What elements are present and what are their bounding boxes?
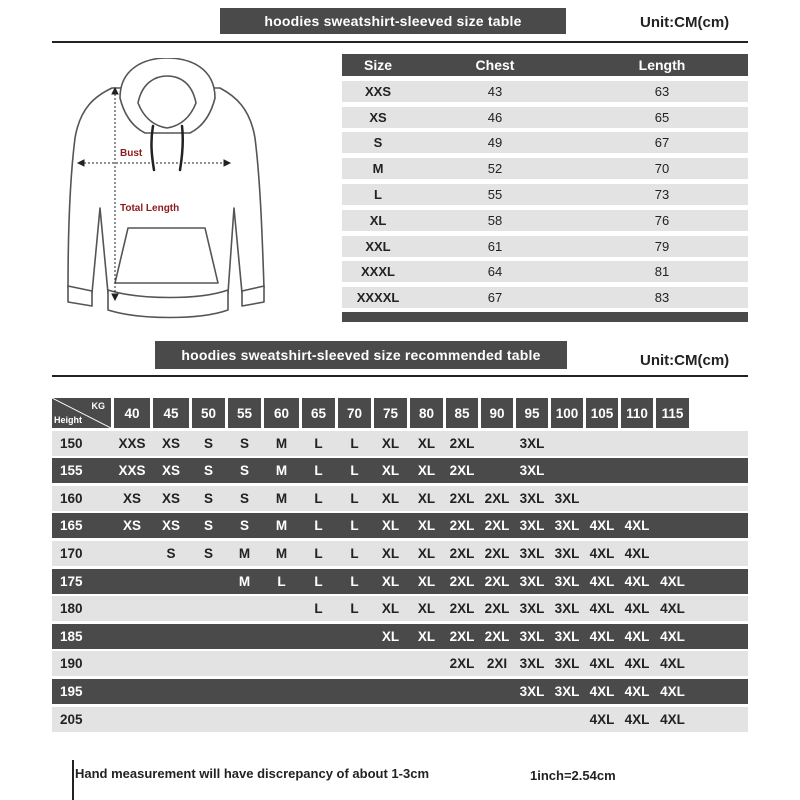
recommended-size-cell: 3XL	[554, 656, 580, 672]
kg-label: KG	[91, 401, 105, 411]
recommended-size-cell: 4XL	[589, 518, 615, 534]
weight-header-cell: 50	[192, 398, 225, 428]
size-table-row	[342, 287, 748, 308]
chest-header: Chest	[475, 57, 515, 73]
chest-cell: 46	[487, 109, 503, 125]
recommended-size-cell: 3XL	[519, 435, 545, 451]
weight-header-cell: 90	[481, 398, 513, 428]
recommended-size-cell: L	[314, 435, 323, 451]
recommended-size-cell: 3XL	[554, 518, 580, 534]
hoodie-outline-image	[50, 58, 290, 328]
length-cell: 65	[654, 109, 670, 125]
recommended-size-cell: 4XL	[589, 601, 615, 617]
height-row	[52, 541, 748, 566]
recommended-size-cell: XL	[381, 573, 400, 589]
height-row	[52, 513, 748, 538]
recommended-size-cell: 3XL	[554, 573, 580, 589]
recommended-size-cell: 2XL	[449, 463, 475, 479]
recommended-size-cell: XS	[161, 435, 180, 451]
recommended-size-cell: 3XL	[519, 601, 545, 617]
recommended-size-cell: S	[239, 490, 249, 506]
recommended-size-cell: M	[275, 545, 288, 561]
height-cell: 165	[60, 518, 83, 534]
recommended-size-cell: 4XL	[660, 573, 685, 589]
recommended-size-cell: XL	[417, 601, 436, 617]
height-row	[52, 486, 748, 511]
recommended-size-cell: 3XL	[519, 683, 545, 699]
height-cell: 180	[60, 601, 83, 617]
weight-header-cell: 95	[516, 398, 548, 428]
chest-cell: 64	[487, 264, 503, 280]
recommended-size-cell: XS	[122, 490, 141, 506]
size-table-row	[342, 107, 748, 128]
height-cell: 155	[60, 463, 83, 479]
recommended-size-cell: S	[203, 463, 213, 479]
recommended-size-cell: L	[314, 490, 323, 506]
recommended-size-cell: M	[275, 435, 288, 451]
recommended-size-cell: XXS	[118, 435, 146, 451]
recommended-size-cell: 2XL	[449, 490, 475, 506]
size-table-row	[342, 210, 748, 231]
recommended-size-cell: 4XL	[624, 545, 650, 561]
recommended-size-cell: S	[239, 518, 249, 534]
length-cell: 81	[654, 264, 670, 280]
recommended-size-cell: L	[314, 463, 323, 479]
recommended-size-cell: L	[314, 518, 323, 534]
recommended-size-cell: 2XL	[484, 490, 510, 506]
recommended-size-cell: 4XL	[660, 601, 685, 617]
recommended-size-cell: L	[350, 490, 359, 506]
recommended-size-cell: 3XL	[519, 545, 545, 561]
size-table-row	[342, 132, 748, 153]
recommended-size-cell: 3XL	[554, 683, 580, 699]
height-row	[52, 707, 748, 732]
recommended-size-cell: S	[203, 490, 213, 506]
height-cell: 170	[60, 545, 83, 561]
recommended-size-table	[52, 398, 748, 732]
size-table-row	[342, 81, 748, 102]
recommended-size-cell: M	[275, 463, 288, 479]
length-cell: 76	[654, 212, 670, 228]
length-cell: 73	[654, 186, 670, 202]
recommended-size-cell: 3XL	[519, 463, 545, 479]
height-row	[52, 569, 748, 594]
weight-header-cell: 55	[228, 398, 261, 428]
size-cell: XXXL	[361, 264, 395, 280]
length-cell: 79	[654, 238, 670, 254]
recommended-size-cell: XL	[381, 518, 400, 534]
weight-header-cell: 65	[302, 398, 335, 428]
recommended-size-cell: L	[314, 545, 323, 561]
recommended-size-cell: L	[277, 573, 286, 589]
recommended-size-cell: XL	[417, 435, 436, 451]
chest-cell: 67	[487, 290, 503, 306]
recommended-size-cell: 3XL	[519, 573, 545, 589]
recommended-size-cell: 4XL	[624, 683, 650, 699]
recommended-size-cell: 3XL	[519, 490, 545, 506]
size-table-row	[342, 184, 748, 205]
footer-left-rule	[72, 760, 74, 800]
recommended-size-cell: XXS	[118, 463, 146, 479]
size-table-footer-bar	[342, 312, 748, 322]
recommended-size-cell: 4XL	[624, 518, 650, 534]
recommended-size-cell: XL	[417, 518, 436, 534]
recommended-size-cell: S	[203, 518, 213, 534]
recommended-size-cell: XS	[122, 518, 141, 534]
recommended-size-cell: L	[314, 573, 323, 589]
recommended-size-cell: XL	[417, 490, 436, 506]
length-cell: 70	[654, 161, 670, 177]
chest-cell: 49	[487, 135, 503, 151]
recommended-size-cell: 2XL	[449, 656, 475, 672]
weight-header-cell: 40	[114, 398, 150, 428]
height-cell: 185	[60, 628, 83, 644]
height-cell: 150	[60, 435, 83, 451]
recommended-size-cell: 3XL	[554, 490, 580, 506]
length-cell: 83	[654, 290, 670, 306]
recommended-size-cell: 4XL	[589, 656, 615, 672]
recommended-size-cell: M	[275, 518, 288, 534]
size-table-row	[342, 236, 748, 257]
size-table-row	[342, 158, 748, 179]
recommended-size-cell: 4XL	[589, 683, 615, 699]
recommended-size-cell: XL	[417, 545, 436, 561]
height-cell: 205	[60, 711, 83, 727]
chest-cell: 55	[487, 186, 503, 202]
height-label: Height	[54, 415, 82, 425]
size-table-row	[342, 261, 748, 282]
recommended-size-cell: 2XL	[484, 518, 510, 534]
recommended-size-cell: 4XL	[589, 573, 615, 589]
recommended-size-cell: S	[239, 463, 249, 479]
height-row	[52, 624, 748, 649]
recommended-size-cell: 4XL	[624, 628, 650, 644]
height-cell: 190	[60, 656, 83, 672]
recommended-size-cell: XL	[417, 628, 436, 644]
size-cell: XL	[369, 212, 387, 228]
recommended-size-cell: 4XL	[624, 711, 650, 727]
chest-cell: 58	[487, 212, 503, 228]
recommended-size-cell: S	[203, 435, 213, 451]
recommended-size-cell: 2XL	[449, 628, 475, 644]
recommended-size-cell: L	[350, 601, 359, 617]
recommended-size-cell: 2XL	[449, 518, 475, 534]
weight-header-cell: 100	[551, 398, 583, 428]
recommended-size-cell: S	[203, 545, 213, 561]
recommended-size-cell: 2XL	[449, 545, 475, 561]
recommended-size-cell: XS	[161, 518, 180, 534]
height-kg-corner	[52, 398, 111, 428]
recommended-size-cell: L	[350, 518, 359, 534]
recommended-size-cell: 2XL	[484, 601, 510, 617]
weight-header-cell: 80	[410, 398, 443, 428]
recommended-size-cell: L	[350, 545, 359, 561]
recommended-size-cell: 3XL	[554, 545, 580, 561]
recommended-size-cell: 2XL	[449, 435, 475, 451]
weight-header-row	[52, 398, 748, 428]
size-cell: XXL	[365, 238, 391, 254]
height-cell: 175	[60, 573, 83, 589]
recommended-size-cell: XL	[381, 601, 400, 617]
size-cell: L	[374, 186, 382, 202]
recommended-size-cell: XS	[161, 490, 180, 506]
recommended-size-cell: L	[350, 463, 359, 479]
recommended-size-cell: XL	[381, 545, 400, 561]
total-length-label: Total Length	[120, 203, 180, 214]
recommended-table-unit: Unit:CM(cm)	[640, 352, 730, 369]
recommended-size-cell: XL	[417, 463, 436, 479]
recommended-size-cell: L	[314, 601, 323, 617]
recommended-size-cell: XS	[161, 463, 180, 479]
chest-cell: 61	[487, 238, 503, 254]
length-cell: 63	[654, 83, 670, 99]
weight-header-cell: 60	[264, 398, 299, 428]
recommended-size-cell: M	[275, 490, 288, 506]
recommended-size-cell: 4XL	[624, 601, 650, 617]
bust-label: Bust	[120, 148, 143, 159]
recommended-size-cell: S	[239, 435, 249, 451]
recommended-size-cell: 3XL	[554, 628, 580, 644]
weight-header-cell: 75	[374, 398, 407, 428]
recommended-size-cell: 2XL	[484, 573, 510, 589]
recommended-size-cell: 2XL	[484, 545, 510, 561]
size-cell: XXXXL	[356, 290, 400, 306]
recommended-size-cell: XL	[381, 435, 400, 451]
recommended-size-cell: 3XL	[554, 601, 580, 617]
height-row	[52, 458, 748, 483]
middle-divider	[52, 375, 748, 377]
height-row	[52, 651, 748, 676]
recommended-size-cell: L	[350, 435, 359, 451]
recommended-size-cell: 4XL	[589, 711, 615, 727]
size-cell: M	[372, 161, 384, 177]
recommended-size-cell: 4XL	[660, 683, 685, 699]
measurement-note: Hand measurement will have discrepancy of about 1-3cm	[75, 766, 430, 781]
recommended-size-cell: XL	[381, 490, 400, 506]
size-header: Size	[363, 57, 392, 73]
size-table	[342, 54, 748, 322]
recommended-size-cell: 3XL	[519, 656, 545, 672]
recommended-size-cell: M	[238, 545, 251, 561]
height-row	[52, 596, 748, 621]
chest-cell: 52	[487, 161, 503, 177]
recommended-size-cell: XL	[381, 628, 400, 644]
weight-header-cell: 70	[338, 398, 371, 428]
weight-header-cell: 85	[446, 398, 478, 428]
recommended-table-title: hoodies sweatshirt-sleeved size recommended table	[155, 341, 567, 369]
height-row	[52, 431, 748, 456]
recommended-size-cell: 2XL	[484, 628, 510, 644]
recommended-size-cell: S	[166, 545, 176, 561]
recommended-size-cell: 3XL	[519, 518, 545, 534]
size-table-title: hoodies sweatshirt-sleeved size table	[220, 8, 566, 34]
height-cell: 195	[60, 683, 83, 699]
size-cell: XXS	[364, 83, 391, 99]
recommended-size-cell: 4XL	[660, 628, 685, 644]
weight-header-cell: 110	[621, 398, 653, 428]
height-cell: 160	[60, 490, 83, 506]
recommended-size-cell: 2XL	[449, 573, 475, 589]
recommended-size-cell: 4XL	[624, 656, 650, 672]
recommended-size-cell: 2XI	[486, 656, 508, 672]
recommended-size-cell: 4XL	[660, 711, 685, 727]
recommended-size-cell: 3XL	[519, 628, 545, 644]
chest-cell: 43	[487, 83, 503, 99]
recommended-size-cell: M	[238, 573, 251, 589]
size-cell: XS	[369, 109, 387, 125]
recommended-size-cell: 4XL	[589, 545, 615, 561]
recommended-size-cell: 4XL	[589, 628, 615, 644]
weight-header-cell: 115	[656, 398, 689, 428]
size-cell: S	[373, 135, 383, 151]
recommended-size-cell: 2XL	[449, 601, 475, 617]
recommended-size-cell: XL	[381, 463, 400, 479]
recommended-size-cell: L	[350, 573, 359, 589]
length-cell: 67	[654, 135, 670, 151]
height-row	[52, 679, 748, 704]
weight-header-cell: 45	[153, 398, 189, 428]
weight-header-cell: 105	[586, 398, 618, 428]
length-header: Length	[638, 57, 686, 73]
inch-conversion-note: 1inch=2.54cm	[530, 768, 616, 783]
size-table-unit: Unit:CM(cm)	[640, 14, 730, 31]
recommended-size-cell: 4XL	[624, 573, 650, 589]
hoodie-diagram	[50, 58, 290, 333]
size-table-header	[342, 54, 748, 76]
recommended-size-cell: 4XL	[660, 656, 685, 672]
recommended-size-cell: XL	[417, 573, 436, 589]
top-divider	[52, 41, 748, 43]
